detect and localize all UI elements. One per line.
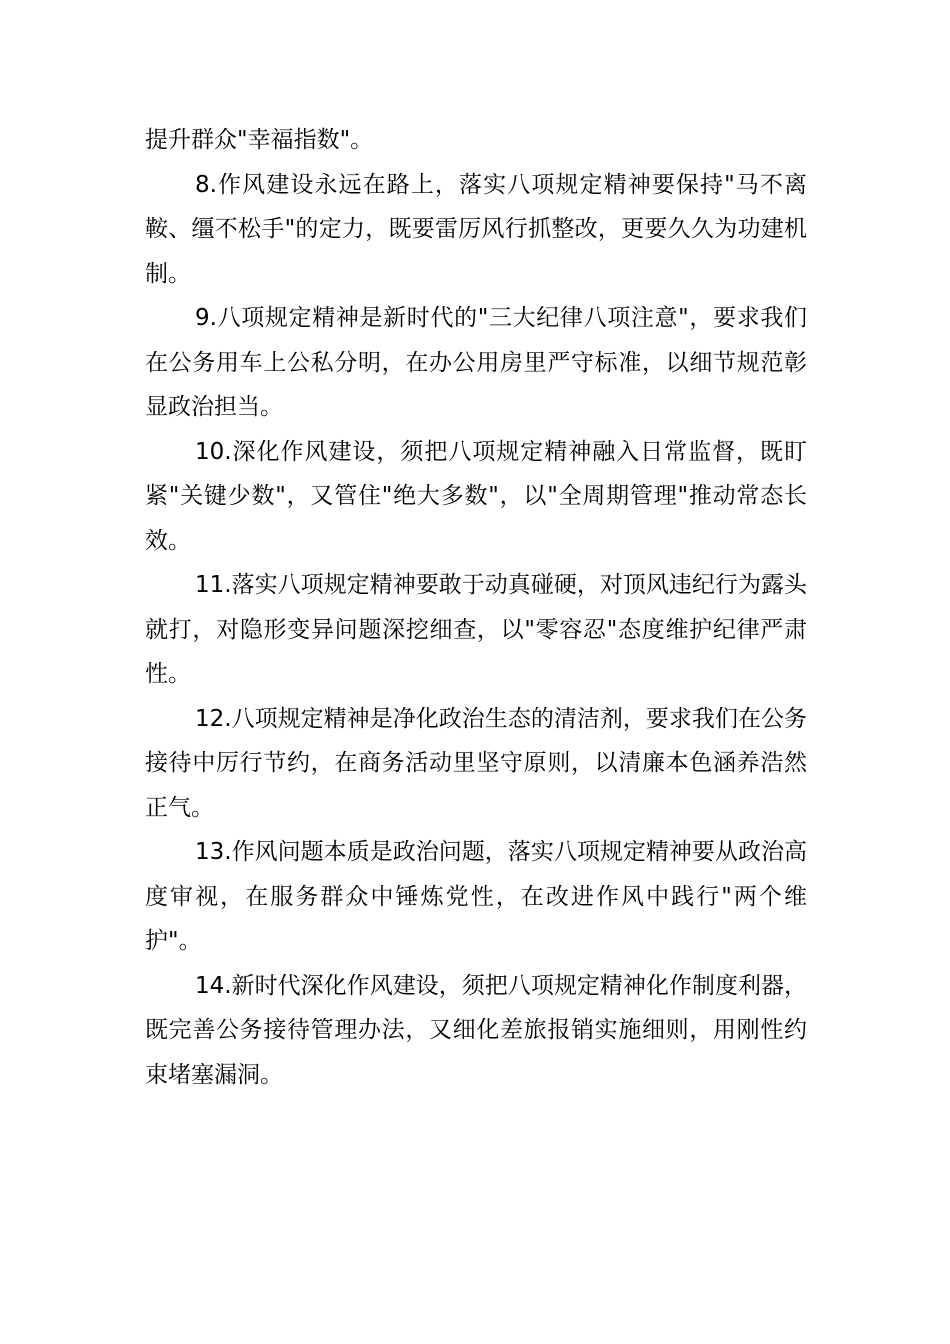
paragraph-item-12: 12.八项规定精神是净化政治生态的清洁剂，要求我们在公务接待中厉行节约，在商务活动里坚守原则，以清廉本色涵养浩然正气。 bbox=[145, 705, 807, 821]
paragraph-item-13: 13.作风问题本质是政治问题，落实八项规定精神要从政治高度审视，在服务群众中锤炼党性，在改进作风中践行"两个维护"。 bbox=[145, 839, 807, 954]
paragraph-item-14: 14.新时代深化作风建设，须把八项规定精神化作制度利器，既完善公务接待管理办法，又细化差旅报销实施细则，用刚性约束堵塞漏洞。 bbox=[145, 972, 807, 1088]
document-body bbox=[145, 118, 807, 1097]
paragraph-item-9: 9.八项规定精神是新时代的"三大纪律八项注意"，要求我们在公务用车上公私分明，在办公用房里严守标准，以细节规范彰显政治担当。 bbox=[145, 305, 807, 420]
paragraph-continuation: 提升群众"幸福指数"。 bbox=[145, 127, 374, 153]
paragraph-item-8: 8.作风建设永远在路上，落实八项规定精神要保持"马不离鞍、缰不松手"的定力，既要雷厉风行抓整改，更要久久为功建机制。 bbox=[145, 171, 807, 287]
paragraph-item-11: 11.落实八项规定精神要敢于动真碰硬，对顶风违纪行为露头就打，对隐形变异问题深挖细查，以"零容忍"态度维护纪律严肃性。 bbox=[145, 572, 807, 687]
paragraph-item-10: 10.深化作风建设，须把八项规定精神融入日常监督，既盯紧"关键少数"，又管住"绝大多数"，以"全周期管理"推动常态长效。 bbox=[145, 438, 807, 554]
